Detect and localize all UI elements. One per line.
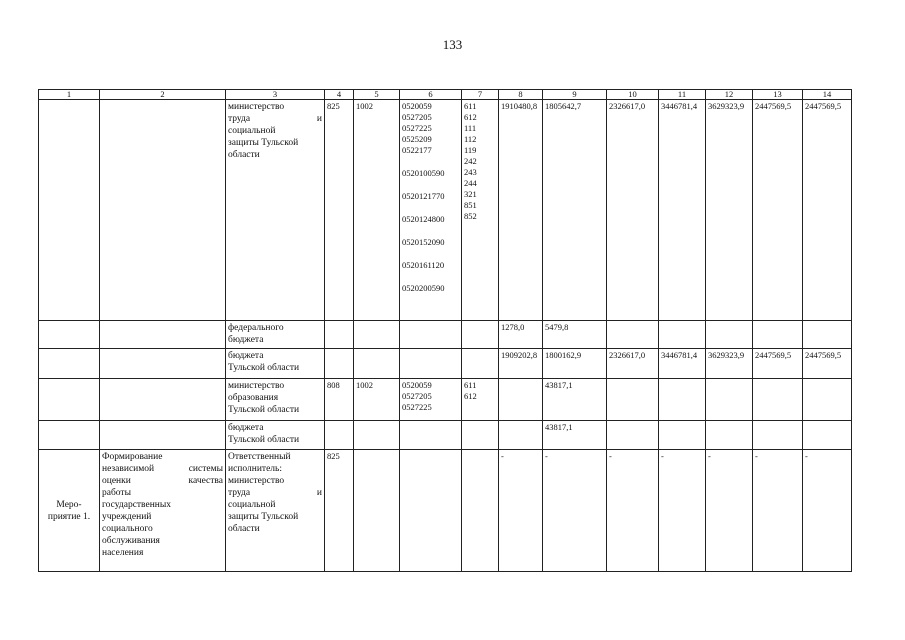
- table-cell: [659, 421, 706, 450]
- cell-text: бюджета: [228, 423, 264, 433]
- dash-cell: -: [706, 450, 753, 572]
- code-text: 243: [464, 167, 477, 177]
- table-cell: [39, 100, 100, 321]
- cell-text: и: [316, 114, 322, 124]
- code-text: 0520124800: [402, 214, 445, 224]
- col-header: 9: [543, 90, 607, 100]
- code-text: 242: [464, 156, 477, 166]
- code-text: 0520200590: [402, 283, 445, 293]
- table-cell: [325, 349, 354, 379]
- activity-number-cell: [39, 450, 100, 572]
- code-text: 611: [464, 380, 477, 390]
- code-text: 612: [464, 112, 477, 122]
- table-cell: [39, 379, 100, 421]
- table-cell: [499, 421, 543, 450]
- table-row: [39, 349, 852, 379]
- cell-text: федерального: [228, 323, 284, 333]
- value-cell: 3629323,9: [706, 349, 753, 379]
- activity-description-cell: [100, 450, 226, 572]
- col-header: 12: [706, 90, 753, 100]
- cell-text: бюджета: [228, 335, 264, 345]
- code-text: 0520152090: [402, 237, 445, 247]
- cell-text: министерство: [228, 102, 285, 112]
- target-codes-cell: [400, 100, 462, 321]
- target-codes-cell: [400, 379, 462, 421]
- value-cell: 1910480,8: [499, 100, 543, 321]
- value-cell: 3446781,4: [659, 349, 706, 379]
- table-cell: [39, 321, 100, 349]
- table-cell: [607, 421, 659, 450]
- cell-text: образования: [228, 393, 279, 403]
- cell-text: области: [228, 150, 260, 160]
- cell-text: исполнитель:: [228, 464, 282, 474]
- code-text: 0527205: [402, 112, 432, 122]
- table-cell: [753, 321, 803, 349]
- table-row: [39, 321, 852, 349]
- table-row: [39, 450, 852, 572]
- value-cell: 43817,1: [543, 421, 607, 450]
- cell-text: министерство: [228, 476, 285, 486]
- value-cell: 2447569,5: [803, 349, 852, 379]
- table-cell: [325, 321, 354, 349]
- code-text: 111: [464, 123, 477, 133]
- table-row: [39, 100, 852, 321]
- cell-text: работы: [102, 488, 131, 498]
- dash-cell: -: [803, 450, 852, 572]
- cell-text-line: [102, 463, 223, 475]
- table-cell: [400, 450, 462, 572]
- table-cell: [753, 421, 803, 450]
- value-cell: 5479,8: [543, 321, 607, 349]
- code-text: 852: [464, 211, 477, 221]
- table-cell: [100, 321, 226, 349]
- code-text: 611: [464, 101, 477, 111]
- table-cell: [607, 321, 659, 349]
- table-cell: [400, 349, 462, 379]
- table-row: [39, 379, 852, 421]
- code-text: 321: [464, 189, 477, 199]
- value-cell: 1800162,9: [543, 349, 607, 379]
- table-cell: [659, 379, 706, 421]
- grbs-cell: 825: [325, 450, 354, 572]
- table-cell: [706, 379, 753, 421]
- cell-text: социального: [102, 524, 153, 534]
- code-text: 0527225: [402, 402, 432, 412]
- col-header: 5: [354, 90, 400, 100]
- cell-text: области: [228, 524, 260, 534]
- col-header: 6: [400, 90, 462, 100]
- col-header: 13: [753, 90, 803, 100]
- table-cell: [803, 379, 852, 421]
- cell-text: социальной: [228, 126, 276, 136]
- budget-table: [38, 89, 852, 572]
- cell-text: качества: [188, 476, 223, 486]
- cell-text: защиты Тульской: [228, 512, 299, 522]
- table-cell: [400, 421, 462, 450]
- code-text: 112: [464, 134, 477, 144]
- code-text: 0520121770: [402, 191, 445, 201]
- code-text: 119: [464, 145, 477, 155]
- cell-text: труда: [228, 488, 251, 498]
- cell-text-line: [228, 487, 322, 499]
- table-cell: [100, 379, 226, 421]
- table-cell: [462, 321, 499, 349]
- value-cell: 1278,0: [499, 321, 543, 349]
- col-header: 4: [325, 90, 354, 100]
- section-cell: 1002: [354, 100, 400, 321]
- col-header: 8: [499, 90, 543, 100]
- executor-cell: [226, 379, 325, 421]
- cell-text: Меро-: [56, 499, 82, 510]
- cell-text-line: [102, 475, 223, 487]
- col-header: 1: [39, 90, 100, 100]
- table-cell: [100, 421, 226, 450]
- page-number: 133: [442, 37, 463, 52]
- table-cell: [100, 100, 226, 321]
- table-cell: [354, 321, 400, 349]
- cell-text: приятие 1.: [47, 511, 91, 522]
- table-cell: [39, 349, 100, 379]
- executor-cell: [226, 321, 325, 349]
- code-text: 0520161120: [402, 260, 445, 270]
- cell-text: бюджета: [228, 351, 264, 361]
- dash-cell: -: [543, 450, 607, 572]
- col-header: 14: [803, 90, 852, 100]
- cell-text: обслуживания: [102, 536, 160, 546]
- cell-text: Тульской области: [228, 363, 300, 373]
- cell-text: и: [316, 488, 322, 498]
- value-cell: 43817,1: [543, 379, 607, 421]
- value-cell: 1805642,7: [543, 100, 607, 321]
- executor-cell: [226, 100, 325, 321]
- grbs-cell: 825: [325, 100, 354, 321]
- table-cell: [803, 321, 852, 349]
- grbs-cell: 808: [325, 379, 354, 421]
- col-header: 2: [100, 90, 226, 100]
- code-text: 612: [464, 391, 477, 401]
- table-cell: [354, 450, 400, 572]
- cell-text-line: [228, 113, 322, 125]
- cell-text: защиты Тульской: [228, 138, 299, 148]
- code-text: 0525209: [402, 134, 432, 144]
- executor-cell: [226, 450, 325, 572]
- table-cell: [803, 421, 852, 450]
- table-row: [39, 421, 852, 450]
- table-cell: [400, 321, 462, 349]
- table-cell: [354, 421, 400, 450]
- cell-text: населения: [102, 548, 144, 558]
- dash-cell: -: [607, 450, 659, 572]
- table-cell: [462, 421, 499, 450]
- cell-text: министерство: [228, 381, 285, 391]
- value-cell: 3446781,4: [659, 100, 706, 321]
- code-text: 0527225: [402, 123, 432, 133]
- table-cell: [753, 379, 803, 421]
- value-cell: 3629323,9: [706, 100, 753, 321]
- table-cell: [354, 349, 400, 379]
- value-cell: 2447569,5: [753, 100, 803, 321]
- expense-codes-cell: [462, 100, 499, 321]
- cell-text: Тульской области: [228, 405, 300, 415]
- col-header: 11: [659, 90, 706, 100]
- table-cell: [39, 421, 100, 450]
- table-cell: [499, 379, 543, 421]
- section-cell: 1002: [354, 379, 400, 421]
- value-cell: 2326617,0: [607, 349, 659, 379]
- executor-cell: [226, 421, 325, 450]
- code-text: 851: [464, 200, 477, 210]
- cell-text: учреждений: [102, 512, 152, 522]
- table-cell: [462, 349, 499, 379]
- cell-text: труда: [228, 114, 251, 124]
- table-cell: [325, 421, 354, 450]
- cell-text: Тульской области: [228, 435, 300, 445]
- column-number-row: [39, 90, 852, 100]
- table-cell: [659, 321, 706, 349]
- table-cell: [462, 450, 499, 572]
- code-text: 0522177: [402, 145, 432, 155]
- cell-text: оценки: [102, 476, 131, 486]
- code-text: 244: [464, 178, 477, 188]
- table-cell: [706, 321, 753, 349]
- col-header: 7: [462, 90, 499, 100]
- cell-text: социальной: [228, 500, 276, 510]
- cell-text: Формирование: [102, 452, 163, 462]
- cell-text: государственных: [102, 500, 172, 510]
- dash-cell: -: [659, 450, 706, 572]
- value-cell: 1909202,8: [499, 349, 543, 379]
- table-cell: [706, 421, 753, 450]
- code-text: 0520100590: [402, 168, 445, 178]
- value-cell: 2447569,5: [753, 349, 803, 379]
- code-text: 0527205: [402, 391, 432, 401]
- table-cell: [100, 349, 226, 379]
- col-header: 3: [226, 90, 325, 100]
- cell-text: системы: [188, 464, 223, 474]
- cell-text: независимой: [102, 464, 155, 474]
- dash-cell: -: [753, 450, 803, 572]
- code-text: 0520059: [402, 380, 432, 390]
- col-header: 10: [607, 90, 659, 100]
- code-text: 0520059: [402, 101, 432, 111]
- table-cell: [607, 379, 659, 421]
- executor-cell: [226, 349, 325, 379]
- dash-cell: -: [499, 450, 543, 572]
- value-cell: 2447569,5: [803, 100, 852, 321]
- cell-text: Ответственный: [228, 452, 291, 462]
- expense-codes-cell: [462, 379, 499, 421]
- value-cell: 2326617,0: [607, 100, 659, 321]
